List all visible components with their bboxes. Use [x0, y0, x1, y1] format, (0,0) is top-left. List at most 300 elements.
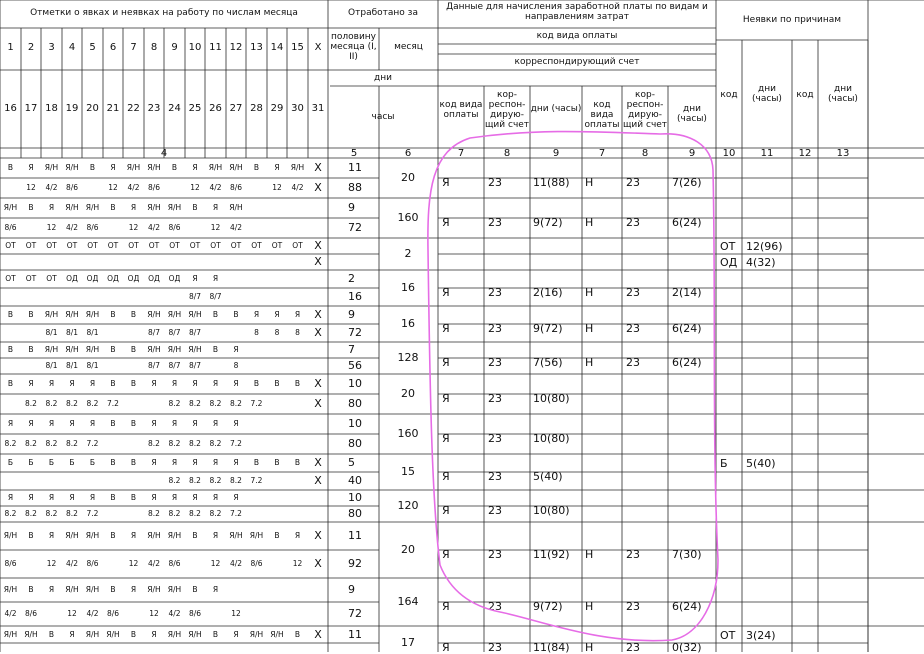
day-hours: 8.2 — [209, 476, 222, 485]
day-mark: X — [314, 456, 322, 469]
day-mark: Я — [212, 419, 219, 428]
day-hours: 7.2 — [230, 439, 242, 448]
day-number-bottom: 29 — [270, 103, 284, 114]
corr-account: 23 — [488, 432, 502, 445]
day-mark: Б — [28, 458, 34, 467]
day-number-bottom: 17 — [24, 103, 38, 114]
absence-days: 5(40) — [746, 457, 776, 470]
day-mark: Я — [28, 493, 34, 502]
day-hours: 4/2 — [229, 559, 243, 568]
day-number-top: 1 — [7, 42, 14, 53]
column-number: 9 — [688, 148, 696, 159]
day-mark: Я — [233, 379, 239, 388]
day-mark: Б — [89, 458, 96, 467]
day-mark: Я/Н — [147, 531, 161, 540]
day-mark: В — [212, 345, 219, 354]
days-hours-2: 6(24) — [672, 600, 702, 613]
day-mark: ОТ — [25, 241, 37, 250]
column-number: 13 — [836, 148, 850, 159]
day-mark: Я — [28, 419, 34, 428]
day-mark: В — [130, 458, 137, 467]
half-month-header: половину месяца (I, II) — [330, 32, 377, 62]
day-hours: 8/6 — [86, 223, 99, 232]
month-hours: 128 — [397, 351, 419, 364]
day-number-bottom: 24 — [168, 103, 181, 114]
day-hours: X — [314, 326, 322, 339]
pay-code: Я — [442, 392, 450, 405]
day-mark: Я — [7, 419, 14, 428]
pay-code: Я — [442, 432, 450, 445]
day-mark: Я/Н — [85, 531, 100, 540]
day-hours: 8/7 — [188, 328, 202, 337]
day-mark: Я — [171, 419, 178, 428]
day-number-bottom: 22 — [127, 103, 140, 114]
day-mark: Я — [48, 203, 55, 212]
day-number-top: 5 — [89, 42, 96, 53]
day-hours: 4/2 — [4, 609, 17, 618]
day-mark: В — [110, 345, 116, 354]
day-hours: 8/6 — [86, 559, 99, 568]
day-mark: В — [89, 163, 96, 172]
day-mark: Я/Н — [249, 629, 264, 639]
day-number-bottom: 31 — [311, 103, 325, 114]
day-mark: Я — [130, 203, 137, 212]
day-hours: 8.2 — [25, 439, 37, 448]
absence-code-2: ОД — [720, 256, 738, 269]
day-mark: Я — [48, 531, 55, 540]
corr-account: 23 — [488, 322, 502, 335]
day-mark: В — [274, 458, 280, 467]
month-hours: 20 — [401, 171, 415, 184]
day-mark: В — [130, 629, 137, 639]
day-mark: Я — [233, 345, 239, 354]
pay-code: Я — [442, 548, 450, 561]
day-number-top: 15 — [291, 42, 304, 53]
day-mark: Я/Н — [85, 203, 100, 212]
day-mark: Я — [212, 493, 219, 502]
day-hours: 7.2 — [250, 476, 263, 485]
day-mark: В — [294, 458, 301, 467]
column-number: 8 — [641, 148, 649, 159]
day-mark: В — [7, 163, 14, 172]
pay-code-2: Н — [585, 641, 594, 654]
worked-hours: 80 — [348, 507, 362, 520]
day-mark: X — [314, 529, 322, 542]
day-mark: Я/Н — [85, 585, 100, 594]
day-hours: 8/6 — [188, 609, 202, 618]
day-mark: X — [314, 377, 322, 390]
day-hours: 12 — [128, 223, 139, 232]
day-mark: Б — [7, 458, 14, 467]
day-mark: Я — [192, 379, 198, 388]
day-hours: 8 — [274, 328, 280, 337]
day-hours: 8 — [233, 361, 239, 370]
absence-code-header: код — [720, 90, 738, 100]
day-hours: 8/7 — [147, 328, 161, 337]
corr-account-2: 23 — [626, 286, 640, 299]
days-hours: 5(40) — [533, 470, 563, 483]
corr-account: 23 — [488, 216, 502, 229]
day-hours: 4/2 — [45, 183, 58, 192]
day-mark: В — [192, 585, 198, 594]
day-hours: 8.2 — [168, 476, 181, 485]
day-mark: Я/Н — [106, 629, 120, 639]
pay-code-2: Н — [585, 216, 594, 229]
absence-code: ОТ — [720, 628, 736, 642]
month-hours: 16 — [401, 317, 415, 330]
column-number: 6 — [404, 148, 412, 159]
day-mark: ОТ — [46, 274, 57, 283]
day-number-top: 11 — [209, 42, 222, 53]
worked-days: 9 — [348, 583, 355, 596]
day-mark: В — [253, 458, 260, 467]
day-number-top: 3 — [48, 42, 55, 53]
day-mark: В — [233, 310, 239, 319]
pay-code-2: Н — [585, 322, 594, 335]
pay-type-code-header: код вида оплаты — [439, 100, 483, 120]
days-hours-2: 0(32) — [672, 641, 702, 654]
corr-account-2: 23 — [626, 548, 640, 561]
day-hours: 12 — [210, 223, 221, 232]
day-mark: ОД — [127, 274, 140, 283]
day-hours: 12 — [67, 609, 77, 618]
day-hours: 8.2 — [189, 476, 201, 485]
pay-code-2: Н — [585, 176, 594, 189]
column-number: 7 — [598, 148, 606, 159]
day-mark: ОТ — [189, 241, 201, 250]
corr-account: 23 — [488, 286, 502, 299]
worked-hours: 72 — [348, 326, 362, 339]
day-hours: 4/2 — [229, 223, 243, 232]
day-hours: 8/1 — [65, 328, 79, 337]
worked-hours: 72 — [348, 607, 362, 620]
day-mark: В — [212, 310, 219, 319]
absence-days-2: 4(32) — [746, 256, 776, 269]
day-mark: В — [110, 493, 116, 502]
days-hours: 10(80) — [533, 392, 570, 405]
pay-code: Я — [442, 356, 450, 369]
month-hours: 2 — [404, 247, 412, 260]
corr-account-2: 23 — [626, 322, 640, 335]
day-mark: Я/Н — [167, 585, 182, 594]
day-mark: Я — [192, 163, 198, 172]
day-hours: 8.2 — [209, 509, 222, 518]
day-mark: Я/Н — [229, 163, 243, 172]
day-hours: 12 — [26, 183, 36, 192]
day-mark: Я/Н — [65, 163, 79, 172]
day-hours: 12 — [272, 183, 282, 192]
day-mark: В — [192, 531, 198, 540]
day-mark: ОТ — [128, 241, 139, 250]
days-hours-2: 7(26) — [672, 176, 702, 189]
day-mark: Я — [151, 458, 157, 467]
day-hours: 12 — [46, 559, 57, 568]
pay-code: Я — [442, 600, 450, 613]
day-mark: ОД — [107, 274, 119, 283]
corr-account-2: 23 — [626, 216, 640, 229]
day-mark: X — [314, 627, 322, 641]
day-mark: В — [28, 345, 34, 354]
day-hours: 12 — [190, 183, 200, 192]
days-hours: 11(88) — [533, 176, 570, 189]
day-mark: ОТ — [169, 241, 180, 250]
day-mark: В — [28, 531, 34, 540]
day-hours: 12 — [149, 609, 159, 618]
day-number-top: 6 — [109, 42, 117, 53]
corr-account: 23 — [488, 356, 502, 369]
month-hours: 20 — [401, 543, 415, 556]
day-mark: Я — [69, 419, 75, 428]
day-mark: Я — [48, 493, 55, 502]
day-hours: 8.2 — [66, 439, 78, 448]
day-mark: Я/Н — [126, 163, 141, 172]
day-mark: Я — [212, 585, 219, 594]
day-mark: Я — [233, 629, 239, 639]
day-mark: Я/Н — [44, 345, 59, 354]
day-mark: В — [110, 458, 116, 467]
day-mark: ОТ — [292, 241, 303, 250]
day-mark: Я/Н — [65, 585, 79, 594]
day-hours: 8/7 — [188, 361, 202, 370]
worked-hours: 40 — [348, 474, 362, 487]
day-hours: 8 — [295, 328, 300, 337]
day-hours: 8 — [254, 328, 259, 337]
month-hours: 160 — [397, 427, 419, 440]
days-header: дни — [374, 73, 392, 83]
corr-account: 23 — [488, 176, 502, 189]
day-number-bottom: 23 — [147, 103, 161, 114]
days-hours: 11(84) — [533, 641, 570, 654]
day-mark: В — [110, 379, 116, 388]
day-mark: Я/Н — [167, 629, 182, 639]
days-hours-2: 6(24) — [672, 356, 702, 369]
day-mark: Я — [130, 531, 137, 540]
pay-code: Я — [442, 322, 450, 335]
day-mark: ОД — [86, 274, 99, 283]
day-mark: Я/Н — [147, 585, 161, 594]
day-mark: Я — [192, 419, 198, 428]
day-mark: В — [212, 629, 219, 639]
day-mark: Я/Н — [167, 203, 182, 212]
column-number: 5 — [350, 148, 358, 159]
day-mark: Я/Н — [85, 345, 100, 354]
corr-account: 23 — [488, 548, 502, 561]
day-mark: Я/Н — [65, 345, 79, 354]
day-hours: 4/2 — [127, 183, 140, 192]
day-mark: ОТ — [271, 241, 283, 250]
day-mark: В — [7, 379, 14, 388]
day-mark: Я — [7, 493, 14, 502]
day-number-top: 12 — [229, 42, 243, 53]
worked-hours: 16 — [348, 290, 362, 303]
day-mark: Я/Н — [65, 531, 79, 540]
days-hours-2: 7(30) — [672, 548, 702, 561]
day-hours: X — [314, 557, 322, 570]
day-hours: 8/1 — [86, 328, 99, 337]
pay-code: Я — [442, 286, 450, 299]
pay-code-2: Н — [585, 356, 594, 369]
corr-account: 23 — [488, 600, 502, 613]
day-hours: 8.2 — [25, 509, 37, 518]
day-hours: 8.2 — [25, 399, 37, 408]
worked-hours: 80 — [348, 437, 362, 450]
absence-days-header: дни (часы) — [752, 84, 782, 104]
day-mark: Я — [192, 493, 198, 502]
days-hours: 7(56) — [533, 356, 563, 369]
day-hours: 12 — [210, 559, 221, 568]
corr-account-2: 23 — [626, 641, 640, 654]
day-hours: 8.2 — [86, 399, 99, 408]
days-hours: 10(80) — [533, 432, 570, 445]
absence-code: ОТ — [720, 240, 736, 253]
day-mark: Я — [294, 531, 301, 540]
worked-hours: 72 — [348, 221, 362, 234]
days-hours: 9(72) — [533, 600, 563, 613]
month-hours: 160 — [397, 211, 419, 224]
day-mark: Я/Н — [147, 345, 161, 354]
day-hours: 12 — [231, 609, 241, 618]
column-number: 9 — [552, 148, 560, 159]
absence-code-header-2: код — [796, 90, 814, 100]
pay-code-2: Н — [585, 286, 594, 299]
day-mark: X — [314, 161, 322, 174]
pay-code: Я — [442, 504, 450, 517]
corr-account-2: 23 — [626, 600, 640, 613]
day-number-top: 10 — [188, 42, 202, 53]
day-mark: Я/Н — [147, 203, 161, 212]
day-mark: ОТ — [46, 241, 57, 250]
day-mark: В — [48, 629, 55, 639]
day-hours: 8.2 — [4, 439, 17, 448]
day-hours: 8.2 — [45, 439, 58, 448]
day-hours: 7.2 — [250, 399, 263, 408]
day-mark: Б — [69, 458, 75, 467]
day-hours: 4/2 — [291, 183, 304, 192]
worked-days: 11 — [348, 627, 362, 641]
day-mark: В — [130, 310, 137, 319]
day-hours: 12 — [108, 183, 118, 192]
day-mark: Я — [48, 419, 55, 428]
day-hours: 8/6 — [106, 609, 120, 618]
day-hours: 4/2 — [209, 183, 222, 192]
day-mark: ОТ — [251, 241, 262, 250]
corr-account-short-header: кор-респон-дирую-щий счет — [622, 90, 668, 130]
day-hours: 8.2 — [230, 399, 242, 408]
days-hours: 2(16) — [533, 286, 563, 299]
column-number: 8 — [503, 148, 511, 159]
corr-account-2: 23 — [626, 356, 640, 369]
day-mark: ОТ — [210, 241, 221, 250]
days-hours-2: 2(14) — [672, 286, 702, 299]
day-hours: 4/2 — [147, 559, 161, 568]
day-mark: Я — [212, 458, 219, 467]
worked-title: Отработано за — [348, 8, 418, 18]
absence-days-header-2: дни (часы) — [828, 84, 858, 104]
day-hours: 8.2 — [148, 439, 160, 448]
corr-account: 23 — [488, 641, 502, 654]
corr-account: 23 — [488, 470, 502, 483]
pay-code-header: код вида оплаты — [536, 31, 618, 41]
day-mark: В — [192, 203, 198, 212]
day-hours: X — [314, 255, 322, 268]
day-mark: В — [274, 379, 280, 388]
worked-days: 2 — [348, 272, 355, 285]
day-mark: ОТ — [230, 241, 242, 250]
day-number-top: 14 — [270, 42, 284, 53]
day-mark: Б — [48, 458, 55, 467]
days-hours-2: 6(24) — [672, 322, 702, 335]
day-hours: 8/6 — [4, 559, 17, 568]
day-mark: Я/Н — [147, 163, 161, 172]
day-mark: Я — [274, 163, 280, 172]
day-mark: Я/Н — [270, 629, 284, 639]
day-mark: Я/Н — [3, 629, 18, 639]
day-mark: Я — [151, 419, 157, 428]
worked-days: 9 — [348, 308, 355, 321]
day-mark: Я — [171, 493, 178, 502]
day-hours: 8/6 — [24, 609, 38, 618]
worked-days: 11 — [348, 529, 362, 542]
day-number-top: 2 — [27, 42, 35, 53]
day-hours: X — [314, 181, 322, 194]
day-hours: 8/6 — [229, 183, 243, 192]
corr-account-short-header: кор-респон-дирую-щий счет — [484, 90, 530, 130]
day-hours: 4/2 — [147, 223, 161, 232]
month-header: месяц — [394, 42, 423, 52]
pay-code-2: Н — [585, 600, 594, 613]
day-mark: Я — [28, 163, 34, 172]
day-mark: Я/Н — [3, 203, 18, 212]
column-number: 7 — [457, 148, 465, 159]
day-hours: 8/7 — [147, 361, 161, 370]
day-mark: В — [274, 531, 280, 540]
day-mark: Я — [48, 585, 55, 594]
day-hours: 12 — [128, 559, 139, 568]
absence-title: Неявки по причинам — [742, 15, 842, 25]
day-number-bottom: 30 — [291, 103, 304, 114]
day-mark: ОД — [168, 274, 181, 283]
day-mark: Я/Н — [85, 629, 100, 639]
day-number-bottom: 18 — [45, 103, 58, 114]
day-hours: 8.2 — [66, 399, 78, 408]
day-mark: Я/Н — [3, 585, 18, 594]
day-mark: В — [110, 531, 116, 540]
worked-days: 11 — [348, 161, 362, 174]
day-mark: В — [294, 629, 301, 639]
day-mark: Я — [274, 310, 280, 319]
day-hours: 8/6 — [4, 223, 17, 232]
day-hours: X — [314, 397, 322, 410]
day-mark: В — [28, 585, 34, 594]
payroll-title: Данные для начисления заработной платы по видам и направлениям затрат — [446, 2, 708, 22]
day-number-bottom: 16 — [4, 103, 17, 114]
day-mark: Я/Н — [229, 203, 243, 212]
worked-hours: 56 — [348, 359, 362, 372]
month-hours: 17 — [401, 636, 415, 649]
day-hours: 8/1 — [65, 361, 79, 370]
day-hours: 8.2 — [189, 439, 201, 448]
day-mark: Я — [192, 458, 198, 467]
day-hours: 8/7 — [188, 292, 202, 301]
days-hours: 11(92) — [533, 548, 570, 561]
day-number-bottom: 19 — [65, 103, 79, 114]
day-mark: ОТ — [148, 241, 160, 250]
day-mark: Я/Н — [24, 629, 38, 639]
pay-code: Я — [442, 641, 450, 654]
worked-days: 10 — [348, 377, 362, 390]
day-mark: X — [314, 239, 322, 252]
day-number-bottom: 27 — [229, 103, 243, 114]
